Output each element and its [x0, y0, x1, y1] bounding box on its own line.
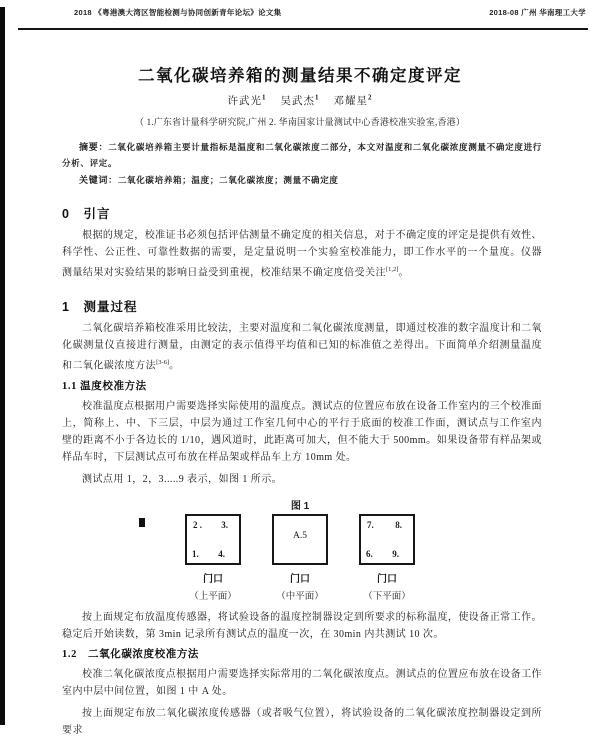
test-point-1: 1. — [192, 548, 199, 559]
door-label: 门口 — [290, 573, 310, 585]
author-3 — [333, 93, 373, 107]
section-1-1-paragraph-2: 测试点用 1，2，3.....9 表示，如图 1 所示。 — [82, 473, 283, 485]
paragraph-tail: 。 — [398, 267, 409, 279]
abstract-label: 摘要： — [79, 142, 109, 152]
scan-artifact — [139, 518, 145, 527]
section-0-paragraph — [62, 227, 542, 281]
test-point-2: 2 . — [193, 519, 202, 530]
figure-1 — [0, 497, 600, 602]
figure-1-panels — [0, 514, 600, 602]
test-point-8: 8. — [395, 519, 402, 530]
author-1 — [227, 93, 267, 107]
test-point-9: 9. — [392, 548, 399, 559]
section-1-1-paragraph-1: 校准温度点根据用户需要选择实际使用的温度点。测试点的位置应布放在设备工作室内的三个校准面上，简称上、中、下三层，中层为通过工作室几何中心的平行于底面的校准工作面，测试点与工作室内壁的距离不小于各边长的 1/10，遇风道时，此距离可加大，但不能大于 500mm。如果设备带有样品架或样品车时，下层测试点可布放在样品架或样品车上方 10mm 处。 — [62, 400, 542, 463]
section-1-2-heading: 1.2 二氧化碳浓度校准方法 — [62, 648, 200, 660]
section-0-heading: 0 引言 — [62, 207, 111, 221]
section-1-2-paragraph-2: 按上面规定布放二氧化碳浓度传感器（或者吸气位置），将试验设备的二氧化碳浓度控制器设定到所要求 — [62, 707, 542, 736]
section-1-1-heading: 1.1 温度校准方法 — [62, 380, 147, 392]
section-1-2-paragraph-1: 校准二氧化碳浓度点根据用户需要选择实际常用的二氧化碳浓度点。测试点的位置应布放在设备工作室内中层中间位置，如图 1 中 A 处。 — [62, 668, 542, 697]
keywords-text: 二氧化碳培养箱；温度；二氧化碳浓度；测量不确定度 — [117, 175, 339, 185]
section-1-paragraph — [62, 320, 542, 374]
section-1-heading: 1 测量过程 — [62, 300, 138, 315]
test-point-7: 7. — [367, 519, 374, 530]
author-2 — [280, 93, 320, 107]
plane-label: （上平面） — [189, 591, 237, 602]
test-point-a5: A.5 — [293, 531, 307, 542]
door-label: 门口 — [203, 573, 223, 585]
figure-1-caption: 图 1 — [290, 500, 310, 512]
proceedings-title: 2018 《粤港澳大湾区智能检测与协同创新青年论坛》论文集 — [74, 8, 282, 17]
middle-plane-box — [272, 514, 328, 565]
figure-panel-middle-plane — [257, 514, 344, 602]
author-name: 许武光 — [227, 96, 262, 107]
abstract-text: 二氧化碳培养箱主要计量指标是温度和二氧化碳浓度二部分，本文对温度和二氧化碳浓度测量不确定度进行分析、评定。 — [62, 142, 543, 168]
plane-label: （中平面） — [276, 591, 324, 602]
abstract — [62, 139, 542, 171]
test-point-6: 6. — [366, 548, 373, 559]
test-point-4: 4. — [218, 548, 225, 559]
author-affiliation-sup: 1 — [315, 93, 320, 102]
figure-panel-bottom-plane — [344, 514, 431, 602]
door-label: 门口 — [377, 573, 397, 585]
affiliation-line: （ 1.广东省计量科学研究院,广州 2. 华南国家计量测试中心香港校准实验室,香港） — [134, 117, 466, 127]
plane-label: （下平面） — [363, 591, 411, 602]
citation-ref: [3-6] — [156, 359, 170, 367]
test-point-3: 3. — [221, 519, 228, 530]
conference-date-location: 2018-08 广州 华南理工大学 — [489, 8, 586, 17]
scan-edge-strip — [0, 7, 5, 725]
author-name: 吴武杰 — [280, 96, 315, 107]
top-plane-box — [185, 514, 241, 565]
paragraph-tail: 。 — [169, 360, 180, 372]
page-header — [74, 7, 586, 18]
keywords-label: 关键词： — [79, 175, 118, 185]
paragraph-text: 二氧化碳培养箱校准采用比较法，主要对温度和二氧化碳浓度测量，即通过校准的数字温度计和二氧化碳测量仪直接进行测量，由测定的表示值得平均值和已知的标准值之差得出。下面简单介绍测量温度和二氧化碳浓度方法 — [62, 323, 542, 372]
author-name: 邓耀星 — [333, 96, 368, 107]
paragraph-text: 根据的规定，校准证书必须包括评估测量不确定度的相关信息，对于不确定度的评定是提供有效性、科学性、公正性、可靠性数据的需要，是定量说明一个实验室校准能力，即工作水平的一个量度。仪器测量结果对实验结果的影响日益受到重视，校准结果不确定度倍受关注 — [62, 230, 542, 279]
header-rule — [18, 28, 588, 30]
citation-ref: [1,2] — [385, 266, 399, 273]
author-affiliation-sup: 2 — [368, 93, 373, 102]
keywords — [62, 172, 542, 188]
paper-title: 二氧化碳培养箱的测量结果不确定度评定 — [138, 67, 462, 85]
figure-panel-top-plane — [170, 514, 257, 602]
bottom-plane-box — [359, 514, 415, 565]
author-affiliation-sup: 1 — [262, 93, 267, 102]
authors-line — [0, 93, 600, 108]
section-1-1-paragraph-3: 按上面规定布放温度传感器，将试验设备的温度控制器设定到所要求的标称温度，使设备正常工作。稳定后开始读数，第 3min 记录所有测试点的温度一次，在 30min 内共测试 10 次。 — [62, 611, 542, 640]
